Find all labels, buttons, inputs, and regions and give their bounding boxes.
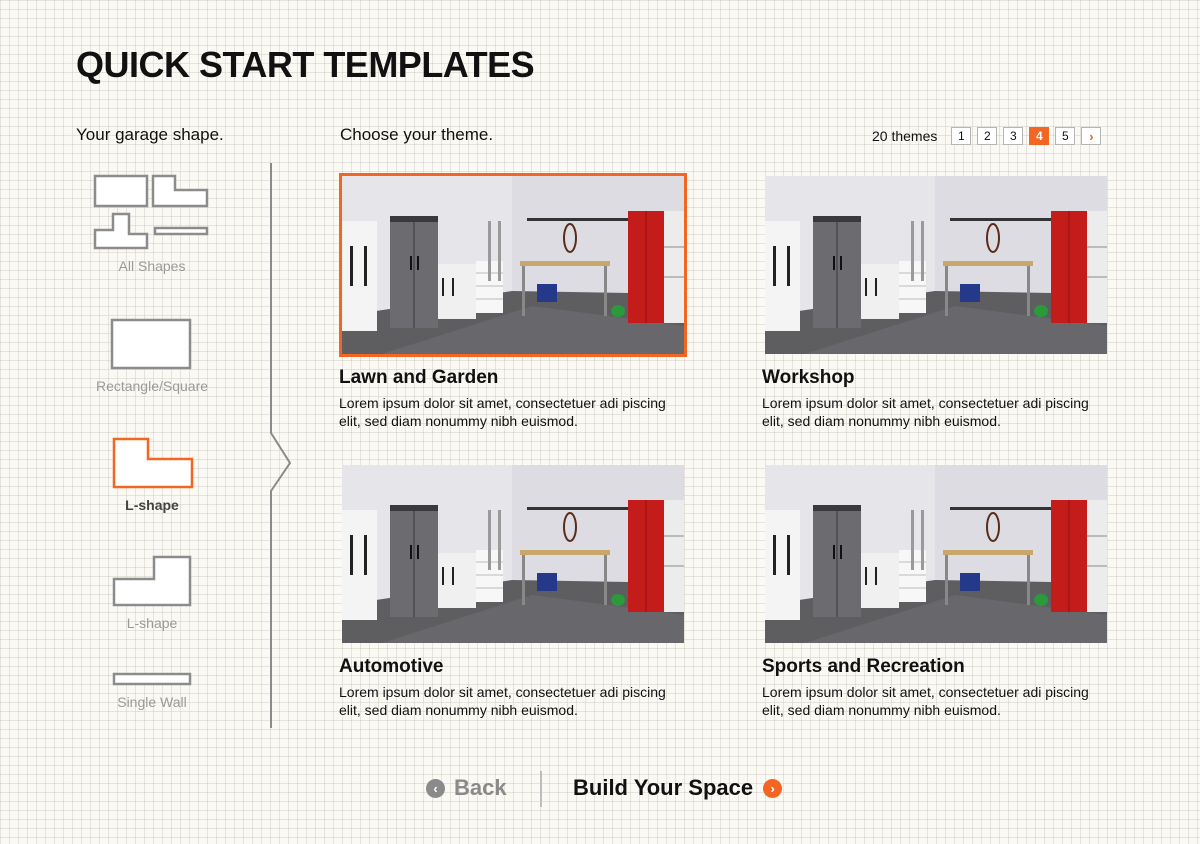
theme-thumbnail (339, 462, 687, 646)
single-wall-icon (110, 672, 194, 688)
garage-image (765, 465, 1107, 643)
theme-description: Lorem ipsum dolor sit amet, consectetuer adi piscing elit, sed diam nonummy nibh euismod. (762, 395, 1089, 429)
shape-rectangle-square[interactable] (67, 318, 237, 394)
build-your-space-button[interactable] (573, 775, 782, 801)
shape-label: L-shape (125, 497, 179, 513)
back-label: Back (454, 775, 507, 800)
l-shape-alt-icon (110, 555, 194, 609)
theme-card-automotive[interactable] (339, 462, 687, 719)
pagination (872, 127, 1101, 145)
shape-all-shapes[interactable] (67, 172, 237, 274)
page-1-button[interactable]: 1 (951, 127, 971, 145)
theme-thumbnail (762, 173, 1110, 357)
all-shapes-icon (93, 172, 211, 252)
page-5-button[interactable]: 5 (1055, 127, 1075, 145)
theme-title: Automotive (339, 656, 444, 677)
garage-shape-heading: Your garage shape. (76, 125, 224, 144)
page-3-button[interactable]: 3 (1003, 127, 1023, 145)
garage-image (342, 465, 684, 643)
theme-card-sports-and-recreation[interactable] (762, 462, 1110, 719)
shape-l-shape[interactable] (67, 437, 237, 513)
theme-description: Lorem ipsum dolor sit amet, consectetuer adi piscing elit, sed diam nonummy nibh euismod. (339, 684, 666, 718)
shape-label: Single Wall (117, 694, 187, 710)
garage-image (342, 176, 684, 354)
page-2-button[interactable]: 2 (977, 127, 997, 145)
theme-thumbnail (762, 462, 1110, 646)
chevron-left-circle-icon: ‹ (426, 779, 445, 798)
build-label: Build Your Space (573, 775, 754, 800)
theme-description: Lorem ipsum dolor sit amet, consectetuer adi piscing elit, sed diam nonummy nibh euismod. (762, 684, 1089, 718)
shape-label: L-shape (126, 615, 178, 631)
theme-title: Workshop (762, 367, 855, 388)
page-title: QUICK START TEMPLATES (76, 44, 535, 85)
shape-label: Rectangle/Square (95, 378, 209, 394)
back-button[interactable] (426, 775, 507, 801)
theme-title: Sports and Recreation (762, 656, 965, 677)
theme-description: Lorem ipsum dolor sit amet, consectetuer adi piscing elit, sed diam nonummy nibh euismod. (339, 395, 666, 429)
column-divider (270, 163, 300, 728)
theme-card-workshop[interactable] (762, 173, 1110, 430)
footer-divider (540, 771, 542, 807)
theme-thumbnail (339, 173, 687, 357)
l-shape-icon (110, 437, 194, 491)
next-page-button[interactable] (1081, 127, 1101, 145)
theme-title: Lawn and Garden (339, 367, 499, 388)
shape-single-wall[interactable] (67, 672, 237, 710)
shape-l-shape-alt[interactable] (67, 555, 237, 631)
chevron-right-icon: › (1089, 128, 1094, 144)
shape-label: All Shapes (118, 258, 186, 274)
rectangle-shape-icon (110, 318, 194, 372)
theme-card-lawn-and-garden[interactable] (339, 173, 687, 430)
themes-count: 20 themes (872, 128, 938, 144)
garage-image (765, 176, 1107, 354)
chevron-right-circle-icon: › (763, 779, 782, 798)
page-4-button[interactable]: 4 (1029, 127, 1049, 145)
theme-heading: Choose your theme. (340, 125, 494, 144)
